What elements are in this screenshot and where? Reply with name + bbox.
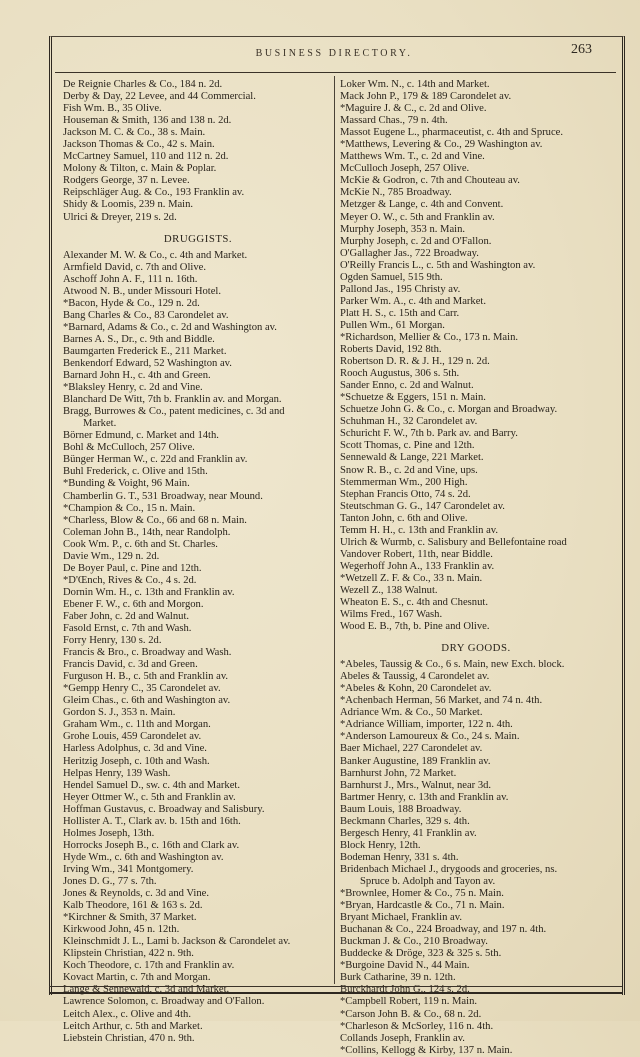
directory-entry: De Boyer Paul, c. Pine and 12th.	[63, 562, 202, 574]
directory-entry: Barnes A. S., Dr., c. 9th and Biddle.	[63, 333, 215, 345]
bottom-rule	[49, 986, 622, 994]
left-top-entries	[63, 79, 333, 224]
directory-entry: Massard Chas., 79 n. 4th.	[340, 115, 448, 127]
directory-entry: Gordon S. J., 353 n. Main.	[63, 707, 176, 719]
directory-entry: *Wetzell Z. F. & Co., 33 n. Main.	[340, 572, 483, 584]
directory-entry: Harless Adolphus, c. 3d and Vine.	[63, 743, 207, 755]
directory-entry: Leitch Arthur, c. 5th and Market.	[63, 1020, 203, 1032]
directory-entry: *Charleson & McSorley, 116 n. 4th.	[340, 1020, 494, 1032]
directory-entry: Irving Wm., 341 Montgomery.	[63, 863, 194, 875]
directory-entry: Holmes Joseph, 13th.	[63, 827, 155, 839]
directory-entry: Meyer O. W., c. 5th and Franklin av.	[340, 211, 495, 223]
directory-entry: Lawrence Solomon, c. Broadway and O'Fallon.	[63, 996, 265, 1008]
directory-entry: Schuhman H., 32 Carondelet av.	[340, 416, 478, 428]
directory-entry: *Abeles & Kohn, 20 Carondelet av.	[340, 683, 492, 695]
directory-entry: Wezell Z., 138 Walnut.	[340, 584, 438, 596]
directory-entry: *Charless, Blow & Co., 66 and 68 n. Main.	[63, 514, 247, 526]
directory-entry: Temm H. H., c. 13th and Franklin av.	[340, 524, 499, 536]
directory-entry: Wheaton E. S., c. 4th and Chesnut.	[340, 597, 488, 609]
directory-entry: Graham Wm., c. 11th and Morgan.	[63, 719, 211, 731]
directory-entry: Fasold Ernst, c. 7th and Wash.	[63, 623, 192, 635]
directory-entry: Leitch Alex., c. Olive and 4th.	[63, 1008, 191, 1020]
directory-entry: Alexander M. W. & Co., c. 4th and Market.	[63, 249, 248, 261]
directory-entry: Furguson H. B., c. 5th and Franklin av.	[63, 671, 229, 683]
directory-entry: Bryant Michael, Franklin av.	[340, 912, 462, 924]
directory-entry: Sennewald & Lange, 221 Market.	[340, 452, 484, 464]
directory-entry: Faber John, c. 2d and Walnut.	[63, 610, 190, 622]
directory-entry: Jones D. G., 77 s. 7th.	[63, 876, 157, 887]
directory-entry: McCartney Samuel, 110 and 112 n. 2d.	[63, 151, 229, 163]
directory-entry: Baer Michael, 227 Carondelet av.	[340, 743, 483, 755]
directory-entry: Grohe Louis, 459 Carondelet av.	[63, 731, 202, 743]
directory-entry: Ulrici & Dreyer, 219 s. 2d.	[63, 211, 177, 223]
directory-entry: Wood E. B., 7th, b. Pine and Olive.	[340, 621, 490, 633]
directory-entry: Stemmerman Wm., 200 High.	[340, 476, 468, 488]
directory-entry: *Champion & Co., 15 n. Main.	[63, 502, 196, 514]
directory-entry: Collands Joseph, Franklin av.	[340, 1032, 465, 1044]
directory-entry: Bragg, Burrowes & Co., patent medicines, c. 3d and	[63, 406, 285, 418]
directory-entry: Atwood N. B., under Missouri Hotel.	[63, 285, 222, 297]
directory-entry: Barnhurst John, 72 Market.	[340, 767, 457, 779]
directory-entry: Platt H. S., c. 15th and Carr.	[340, 307, 460, 319]
directory-entry: Sander Enno, c. 2d and Walnut.	[340, 380, 474, 392]
directory-entry: Bang Charles & Co., 83 Carondelet av.	[63, 309, 229, 321]
directory-entry: *Richardson, Mellier & Co., 173 n. Main.	[340, 331, 519, 343]
right-column	[340, 79, 612, 1057]
directory-entry: Matthews Wm. T., c. 2d and Vine.	[340, 151, 485, 163]
directory-entry: Schuetze John G. & Co., c. Morgan and Broadway.	[340, 404, 558, 416]
directory-entry: Ogden Samuel, 515 9th.	[340, 271, 443, 283]
directory-entry: Coleman John B., 14th, near Randolph.	[63, 526, 231, 538]
directory-entry: Helpas Henry, 139 Wash.	[63, 767, 171, 779]
directory-entry: Buchanan & Co., 224 Broadway, and 197 n. 4th.	[340, 924, 547, 936]
directory-entry: Chamberlin G. T., 531 Broadway, near Mound.	[63, 490, 263, 502]
directory-entry: Steutschman G. G., 147 Carondelet av.	[340, 500, 505, 512]
directory-entry: Roberts David, 192 8th.	[340, 344, 442, 356]
directory-entry: Snow R. B., c. 2d and Vine, ups.	[340, 464, 478, 476]
directory-entry-continuation: Market.	[83, 418, 117, 430]
directory-entry: Pullen Wm., 61 Morgan.	[340, 319, 445, 331]
directory-entry: Jackson M. C. & Co., 38 s. Main.	[63, 127, 206, 139]
directory-entry: *Schuetze & Eggers, 151 n. Main.	[340, 392, 486, 404]
directory-entry: De Reignie Charles & Co., 184 n. 2d.	[63, 79, 223, 90]
directory-entry: Beckmann Charles, 329 s. 4th.	[340, 815, 470, 827]
directory-entry: Bünger Herman W., c. 22d and Franklin av.	[63, 454, 248, 466]
directory-entry: *Burgoine David N., 44 Main.	[340, 960, 470, 972]
directory-entry: Bridenbach Michael J., drygoods and groceries, ns.	[340, 863, 558, 875]
directory-entry: Burckhardt John G., 124 s. 2d.	[340, 984, 470, 996]
directory-entry: Abeles & Taussig, 4 Carondelet av.	[340, 671, 490, 683]
directory-entry: Buddecke & Dröge, 323 & 325 s. 5th.	[340, 948, 502, 960]
directory-entry: *Abeles, Taussig & Co., 6 s. Main, new Exch. block.	[340, 659, 565, 671]
directory-entry: Murphy Joseph, 353 n. Main.	[340, 223, 466, 235]
directory-entry: Hendel Samuel D., sw. c. 4th and Market.	[63, 779, 241, 791]
druggists-entries	[63, 250, 333, 1045]
directory-entry: Kalb Theodore, 161 & 163 s. 2d.	[63, 900, 203, 912]
directory-entry: *Maguire J. & C., c. 2d and Olive.	[340, 103, 487, 115]
directory-entry: Blanchard De Witt, 7th b. Franklin av. and Morgan.	[63, 394, 282, 406]
page-header	[52, 40, 616, 70]
directory-entry: Liebstein Christian, 470 n. 9th.	[63, 1032, 195, 1044]
directory-entry: Ulrich & Wurmb, c. Salisbury and Bellefontaine road	[340, 536, 567, 548]
directory-entry: Loker Wm. N., c. 14th and Market.	[340, 79, 490, 90]
directory-entry: Schuricht F. W., 7th b. Park av. and Barry.	[340, 428, 518, 440]
directory-entry: Hoffman Gustavus, c. Broadway and Salisbury.	[63, 803, 265, 815]
right-top-entries	[340, 79, 612, 633]
directory-entry-continuation: Spruce b. Adolph and Tayon av.	[360, 876, 496, 887]
directory-entry: Mack John P., 179 & 189 Carondelet av.	[340, 91, 512, 103]
directory-entry: Wilms Fred., 167 Wash.	[340, 609, 443, 621]
directory-entry: Derby & Day, 22 Levee, and 44 Commercial.	[63, 91, 256, 103]
directory-entry: Metzger & Lange, c. 4th and Convent.	[340, 199, 504, 211]
column-divider	[334, 76, 335, 984]
directory-entry: Buhl Frederick, c. Olive and 15th.	[63, 466, 208, 478]
page-number: 263	[571, 42, 592, 57]
directory-entry: Lange & Sennewald, c. 3d and Market.	[63, 984, 230, 996]
directory-entry: Heritzig Joseph, c. 10th and Wash.	[63, 755, 210, 767]
directory-entry: Klipstein Christian, 422 n. 9th.	[63, 948, 194, 960]
directory-entry: Murphy Joseph, c. 2d and O'Fallon.	[340, 235, 492, 247]
directory-entry: *Campbell Robert, 119 n. Main.	[340, 996, 478, 1008]
directory-entry: Baum Louis, 188 Broadway.	[340, 803, 462, 815]
directory-entry: Bartmer Henry, c. 13th and Franklin av.	[340, 791, 509, 803]
directory-entry: Francis & Bro., c. Broadway and Wash.	[63, 647, 232, 659]
directory-entry: Davie Wm., 129 n. 2d.	[63, 550, 160, 562]
directory-entry: Heyer Ottmer W., c. 5th and Franklin av.	[63, 791, 236, 803]
directory-entry: Kirkwood John, 45 n. 12th.	[63, 924, 180, 936]
directory-entry: McKie & Godron, c. 7th and Chouteau av.	[340, 175, 520, 187]
directory-entry: Horrocks Joseph B., c. 16th and Clark av.	[63, 839, 240, 851]
section-heading-druggists: DRUGGISTS.	[163, 232, 233, 245]
directory-entry: Robertson D. R. & J. H., 129 n. 2d.	[340, 356, 490, 368]
directory-entry: Jackson Thomas & Co., 42 s. Main.	[63, 139, 215, 151]
directory-entry: Scott Thomas, c. Pine and 12th.	[340, 440, 475, 452]
directory-entry: *Achenbach Herman, 56 Market, and 74 n. 4th.	[340, 695, 543, 707]
directory-entry: Massot Eugene L., pharmaceutist, c. 4th and Spruce.	[340, 127, 563, 139]
directory-entry: Stephan Francis Otto, 74 s. 2d.	[340, 488, 471, 500]
directory-entry: Francis David, c. 3d and Green.	[63, 659, 198, 671]
directory-entry: Baumgarten Frederick E., 211 Market.	[63, 345, 227, 357]
directory-entry: Gleim Chas., c. 6th and Washington av.	[63, 695, 231, 707]
directory-entry: Hollister A. T., Clark av. b. 15th and 16th.	[63, 815, 241, 827]
directory-entry: Burk Catharine, 39 n. 12th.	[340, 972, 456, 984]
running-title: BUSINESS DIRECTORY.	[255, 48, 413, 59]
directory-entry: *Bryan, Hardcastle & Co., 71 n. Main.	[340, 900, 505, 912]
directory-entry: *Anderson Lamoureux & Co., 24 s. Main.	[340, 731, 520, 743]
directory-entry: Rooch Augustus, 306 s. 5th.	[340, 368, 460, 380]
directory-entry: Dornin Wm. H., c. 13th and Franklin av.	[63, 586, 235, 598]
directory-entry: Kovact Martin, c. 7th and Morgan.	[63, 972, 211, 984]
directory-entry: Wegerhoff John A., 133 Franklin av.	[340, 560, 495, 572]
directory-entry: *Carson John B. & Co., 68 n. 2d.	[340, 1008, 482, 1020]
directory-entry: *Bunding & Voight, 96 Main.	[63, 478, 190, 490]
directory-entry: Reipschläger Aug. & Co., 193 Franklin av.	[63, 187, 245, 199]
directory-entry: Bohl & McCulloch, 257 Olive.	[63, 442, 195, 454]
directory-entry: Pallond Jas., 195 Christy av.	[340, 283, 461, 295]
directory-entry: Shidy & Loomis, 239 n. Main.	[63, 199, 194, 211]
directory-entry: Buckman J. & Co., 210 Broadway.	[340, 936, 488, 948]
directory-entry: *Kirchner & Smith, 37 Market.	[63, 912, 197, 924]
directory-entry: Adriance Wm. & Co., 50 Market.	[340, 707, 483, 719]
directory-entry: Houseman & Smith, 136 and 138 n. 2d.	[63, 115, 232, 127]
directory-entry: Armfield David, c. 7th and Olive.	[63, 261, 206, 273]
directory-entry: O'Reilly Francis L., c. 5th and Washington av.	[340, 259, 536, 271]
directory-entry: Börner Edmund, c. Market and 14th.	[63, 430, 219, 442]
directory-entry: Fish Wm. B., 35 Olive.	[63, 103, 162, 115]
directory-entry: Bergesch Henry, 41 Franklin av.	[340, 827, 477, 839]
directory-entry: *Matthews, Levering & Co., 29 Washington av.	[340, 139, 543, 151]
directory-entry: Cook Wm. P., c. 6th and St. Charles.	[63, 538, 218, 550]
header-rule	[55, 72, 616, 73]
left-column	[63, 79, 333, 1045]
directory-entry: Forry Henry, 130 s. 2d.	[63, 635, 162, 647]
directory-entry: Aschoff John A. F., 111 n. 16th.	[63, 273, 198, 285]
directory-entry: O'Gallagher Jas., 722 Broadway.	[340, 247, 479, 259]
directory-entry: Banker Augustine, 189 Franklin av.	[340, 755, 491, 767]
directory-entry: Barnhurst J., Mrs., Walnut, near 3d.	[340, 779, 492, 791]
directory-entry: Ebener F. W., c. 6th and Morgon.	[63, 598, 204, 610]
directory-entry: Jones & Reynolds, c. 3d and Vine.	[63, 888, 209, 900]
directory-entry: *Bacon, Hyde & Co., 129 n. 2d.	[63, 297, 200, 309]
directory-entry: McCulloch Joseph, 257 Olive.	[340, 163, 470, 175]
directory-entry: *Adriance William, importer, 122 n. 4th.	[340, 719, 513, 731]
section-heading-dry-goods: DRY GOODS.	[441, 642, 511, 655]
directory-entry: Koch Theodore, c. 17th and Franklin av.	[63, 960, 235, 972]
directory-entry: *Blaksley Henry, c. 2d and Vine.	[63, 382, 203, 394]
directory-entry: *Barnard, Adams & Co., c. 2d and Washington av.	[63, 321, 277, 333]
directory-entry: Barnard John H., c. 4th and Green.	[63, 370, 211, 382]
directory-entry: Benkendorf Edward, 52 Washington av.	[63, 357, 232, 369]
directory-entry: Bodeman Henry, 331 s. 4th.	[340, 851, 459, 863]
directory-entry: Hyde Wm., c. 6th and Washington av.	[63, 851, 224, 863]
directory-entry: Tanton John, c. 6th and Olive.	[340, 512, 468, 524]
directory-entry: Parker Wm. A., c. 4th and Market.	[340, 295, 487, 307]
directory-entry: Vandover Robert, 11th, near Biddle.	[340, 548, 493, 560]
directory-entry: *Brownlee, Homer & Co., 75 n. Main.	[340, 888, 504, 900]
directory-entry: *Collins, Kellogg & Kirby, 137 n. Main.	[340, 1044, 513, 1056]
directory-entry: McKie N., 785 Broadway.	[340, 187, 452, 199]
directory-entry: *D'Œnch, Rives & Co., 4 s. 2d.	[63, 574, 197, 586]
directory-entry: Kleinschmidt J. L., Lami b. Jackson & Carondelet av.	[63, 936, 291, 948]
directory-entry: Block Henry, 12th.	[340, 839, 421, 851]
directory-entry: *Gempp Henry C., 35 Carondelet av.	[63, 683, 221, 695]
directory-entry: Molony & Tilton, c. Main & Poplar.	[63, 163, 217, 175]
directory-entry: Rodgers George, 37 n. Levee.	[63, 175, 190, 187]
dry-goods-entries	[340, 659, 612, 1057]
